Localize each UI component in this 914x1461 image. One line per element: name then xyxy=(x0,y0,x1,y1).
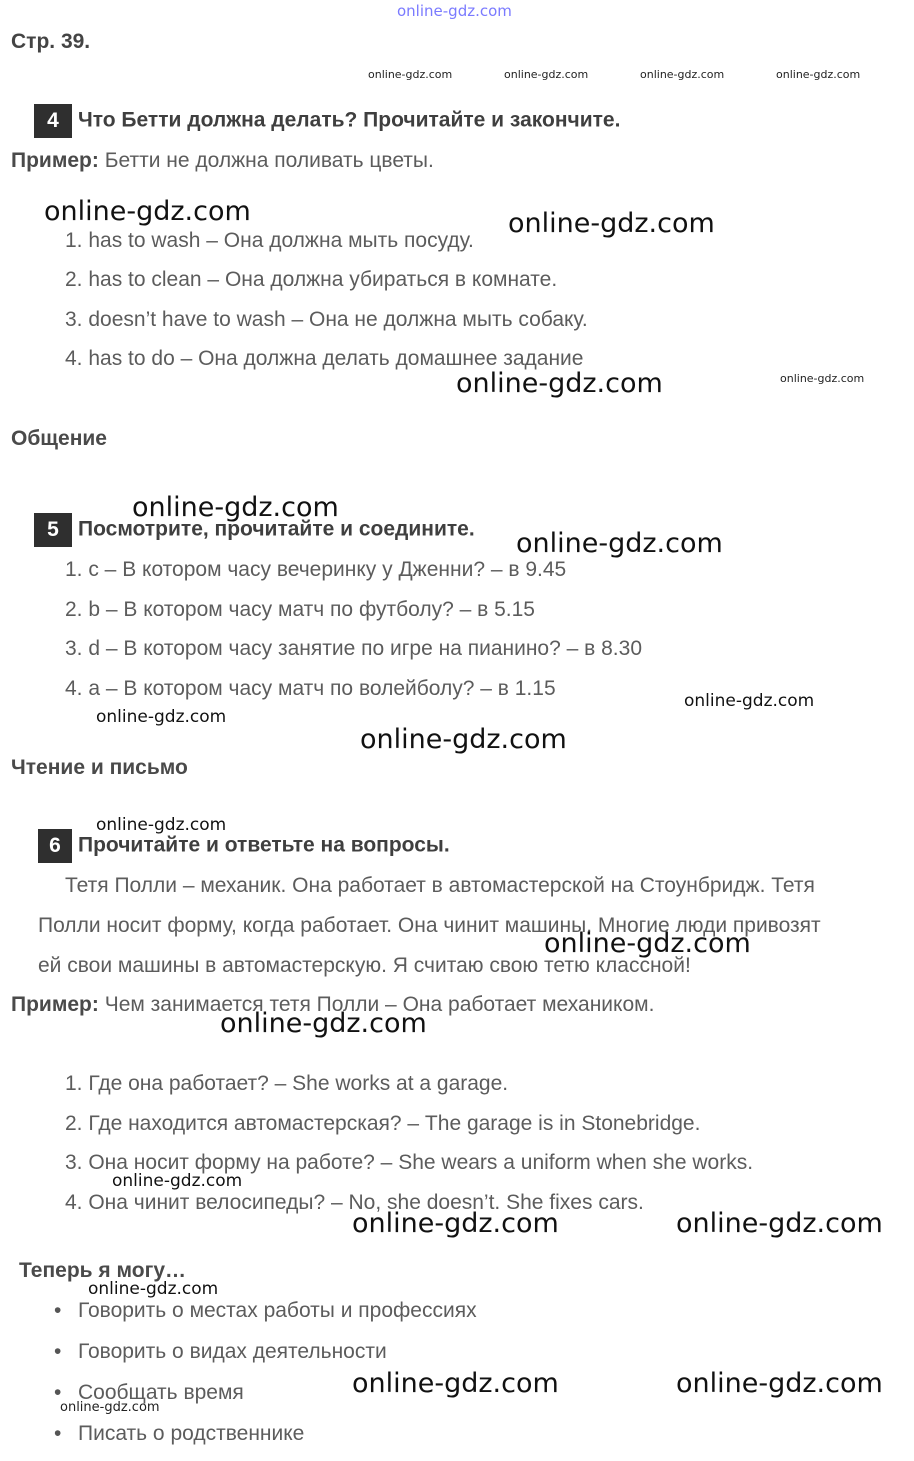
watermark-small: online-gdz.com xyxy=(60,1400,160,1415)
list-item: 3. d – В котором часу занятие по игре на пианино? – в 8.30 xyxy=(65,637,642,660)
exercise-6-heading xyxy=(38,829,450,863)
example-line xyxy=(11,149,434,173)
watermark: online-gdz.com xyxy=(544,928,751,959)
exercise-number: 4 xyxy=(34,104,72,138)
list-item: 1. c – В котором часу вечеринку у Дженни? – в 9.45 xyxy=(65,558,567,581)
summary-item-text: Сообщать время xyxy=(78,1381,244,1404)
watermark: online-gdz.com xyxy=(88,1279,219,1299)
watermark: online-gdz.com xyxy=(684,691,815,711)
watermark: online-gdz.com xyxy=(132,492,339,523)
list-item: 3. doesn’t have to wash – Она не должна мыть собаку. xyxy=(65,308,588,331)
exercise-number: 5 xyxy=(34,513,72,547)
watermark-small: online-gdz.com xyxy=(640,68,725,81)
list-item: 2. has to clean – Она должна убираться в комнате. xyxy=(65,268,558,291)
watermark: online-gdz.com xyxy=(96,707,227,727)
summary-item xyxy=(54,1422,304,1446)
paragraph-line: Тетя Полли – механик. Она работает в автомастерской на Стоунбридж. Тетя xyxy=(65,874,815,897)
example-text: Чем занимается тетя Полли – Она работает механиком. xyxy=(98,993,655,1016)
list-item: 2. Где находится автомастерская? – The garage is in Stonebridge. xyxy=(65,1112,701,1135)
example-label: Пример: xyxy=(11,149,99,172)
bullet-icon: • xyxy=(54,1299,62,1322)
watermark-small: online-gdz.com xyxy=(776,68,861,81)
section-heading: Общение xyxy=(11,427,107,450)
watermark: online-gdz.com xyxy=(456,368,663,399)
list-item: 1. has to wash – Она должна мыть посуду. xyxy=(65,229,474,252)
watermark: online-gdz.com xyxy=(44,196,251,227)
bullet-icon: • xyxy=(54,1340,62,1363)
watermark: online-gdz.com xyxy=(676,1368,883,1399)
example-label: Пример: xyxy=(11,993,99,1016)
section-heading: Чтение и письмо xyxy=(11,756,188,779)
summary-item-text: Говорить о видах деятельности xyxy=(78,1340,387,1363)
list-item: 2. b – В котором часу матч по футболу? – в 5.15 xyxy=(65,598,535,621)
list-item: 4. has to do – Она должна делать домашнее задание xyxy=(65,347,584,370)
watermark-top: online-gdz.com xyxy=(397,2,512,20)
paragraph-line: ей свои машины в автомастерскую. Я считаю свою тетю классной! xyxy=(38,954,691,977)
watermark-small: online-gdz.com xyxy=(780,372,865,385)
watermark: online-gdz.com xyxy=(220,1008,427,1039)
exercise-title: Посмотрите, прочитайте и соедините. xyxy=(78,517,475,541)
paragraph-line: Полли носит форму, когда работает. Она чинит машины. Многие люди привозят xyxy=(38,914,821,937)
summary-title: Теперь я могу… xyxy=(19,1259,186,1282)
watermark: online-gdz.com xyxy=(508,208,715,239)
summary-item-text: Говорить о местах работы и профессиях xyxy=(78,1299,477,1322)
bullet-icon: • xyxy=(54,1422,62,1445)
list-item: 4. a – В котором часу матч по волейболу? – в 1.15 xyxy=(65,677,556,700)
watermark-small: online-gdz.com xyxy=(504,68,589,81)
list-item: 4. Она чинит велосипеды? – No, she doesn’t. She fixes cars. xyxy=(65,1191,644,1214)
watermark: online-gdz.com xyxy=(352,1208,559,1239)
watermark: online-gdz.com xyxy=(112,1171,243,1191)
exercise-title: Прочитайте и ответьте на вопросы. xyxy=(78,833,450,857)
watermark: online-gdz.com xyxy=(676,1208,883,1239)
watermark: online-gdz.com xyxy=(360,724,567,755)
exercise-4-heading xyxy=(34,104,620,138)
example-text: Бетти не должна поливать цветы. xyxy=(98,149,434,172)
list-item: 3. Она носит форму на работе? – She wears a uniform when she works. xyxy=(65,1151,754,1174)
watermark: online-gdz.com xyxy=(96,815,227,835)
list-item: 1. Где она работает? – She works at a garage. xyxy=(65,1072,509,1095)
summary-item xyxy=(54,1299,477,1323)
watermark: online-gdz.com xyxy=(516,528,723,559)
summary-item-text: Писать о родственнике xyxy=(78,1422,305,1445)
summary-item xyxy=(54,1340,387,1364)
exercise-title: Что Бетти должна делать? Прочитайте и закончите. xyxy=(78,108,621,132)
page-number: Стр. 39. xyxy=(11,30,91,53)
bullet-icon: • xyxy=(54,1381,62,1404)
watermark: online-gdz.com xyxy=(352,1368,559,1399)
watermark-small: online-gdz.com xyxy=(368,68,453,81)
exercise-number: 6 xyxy=(38,829,72,863)
